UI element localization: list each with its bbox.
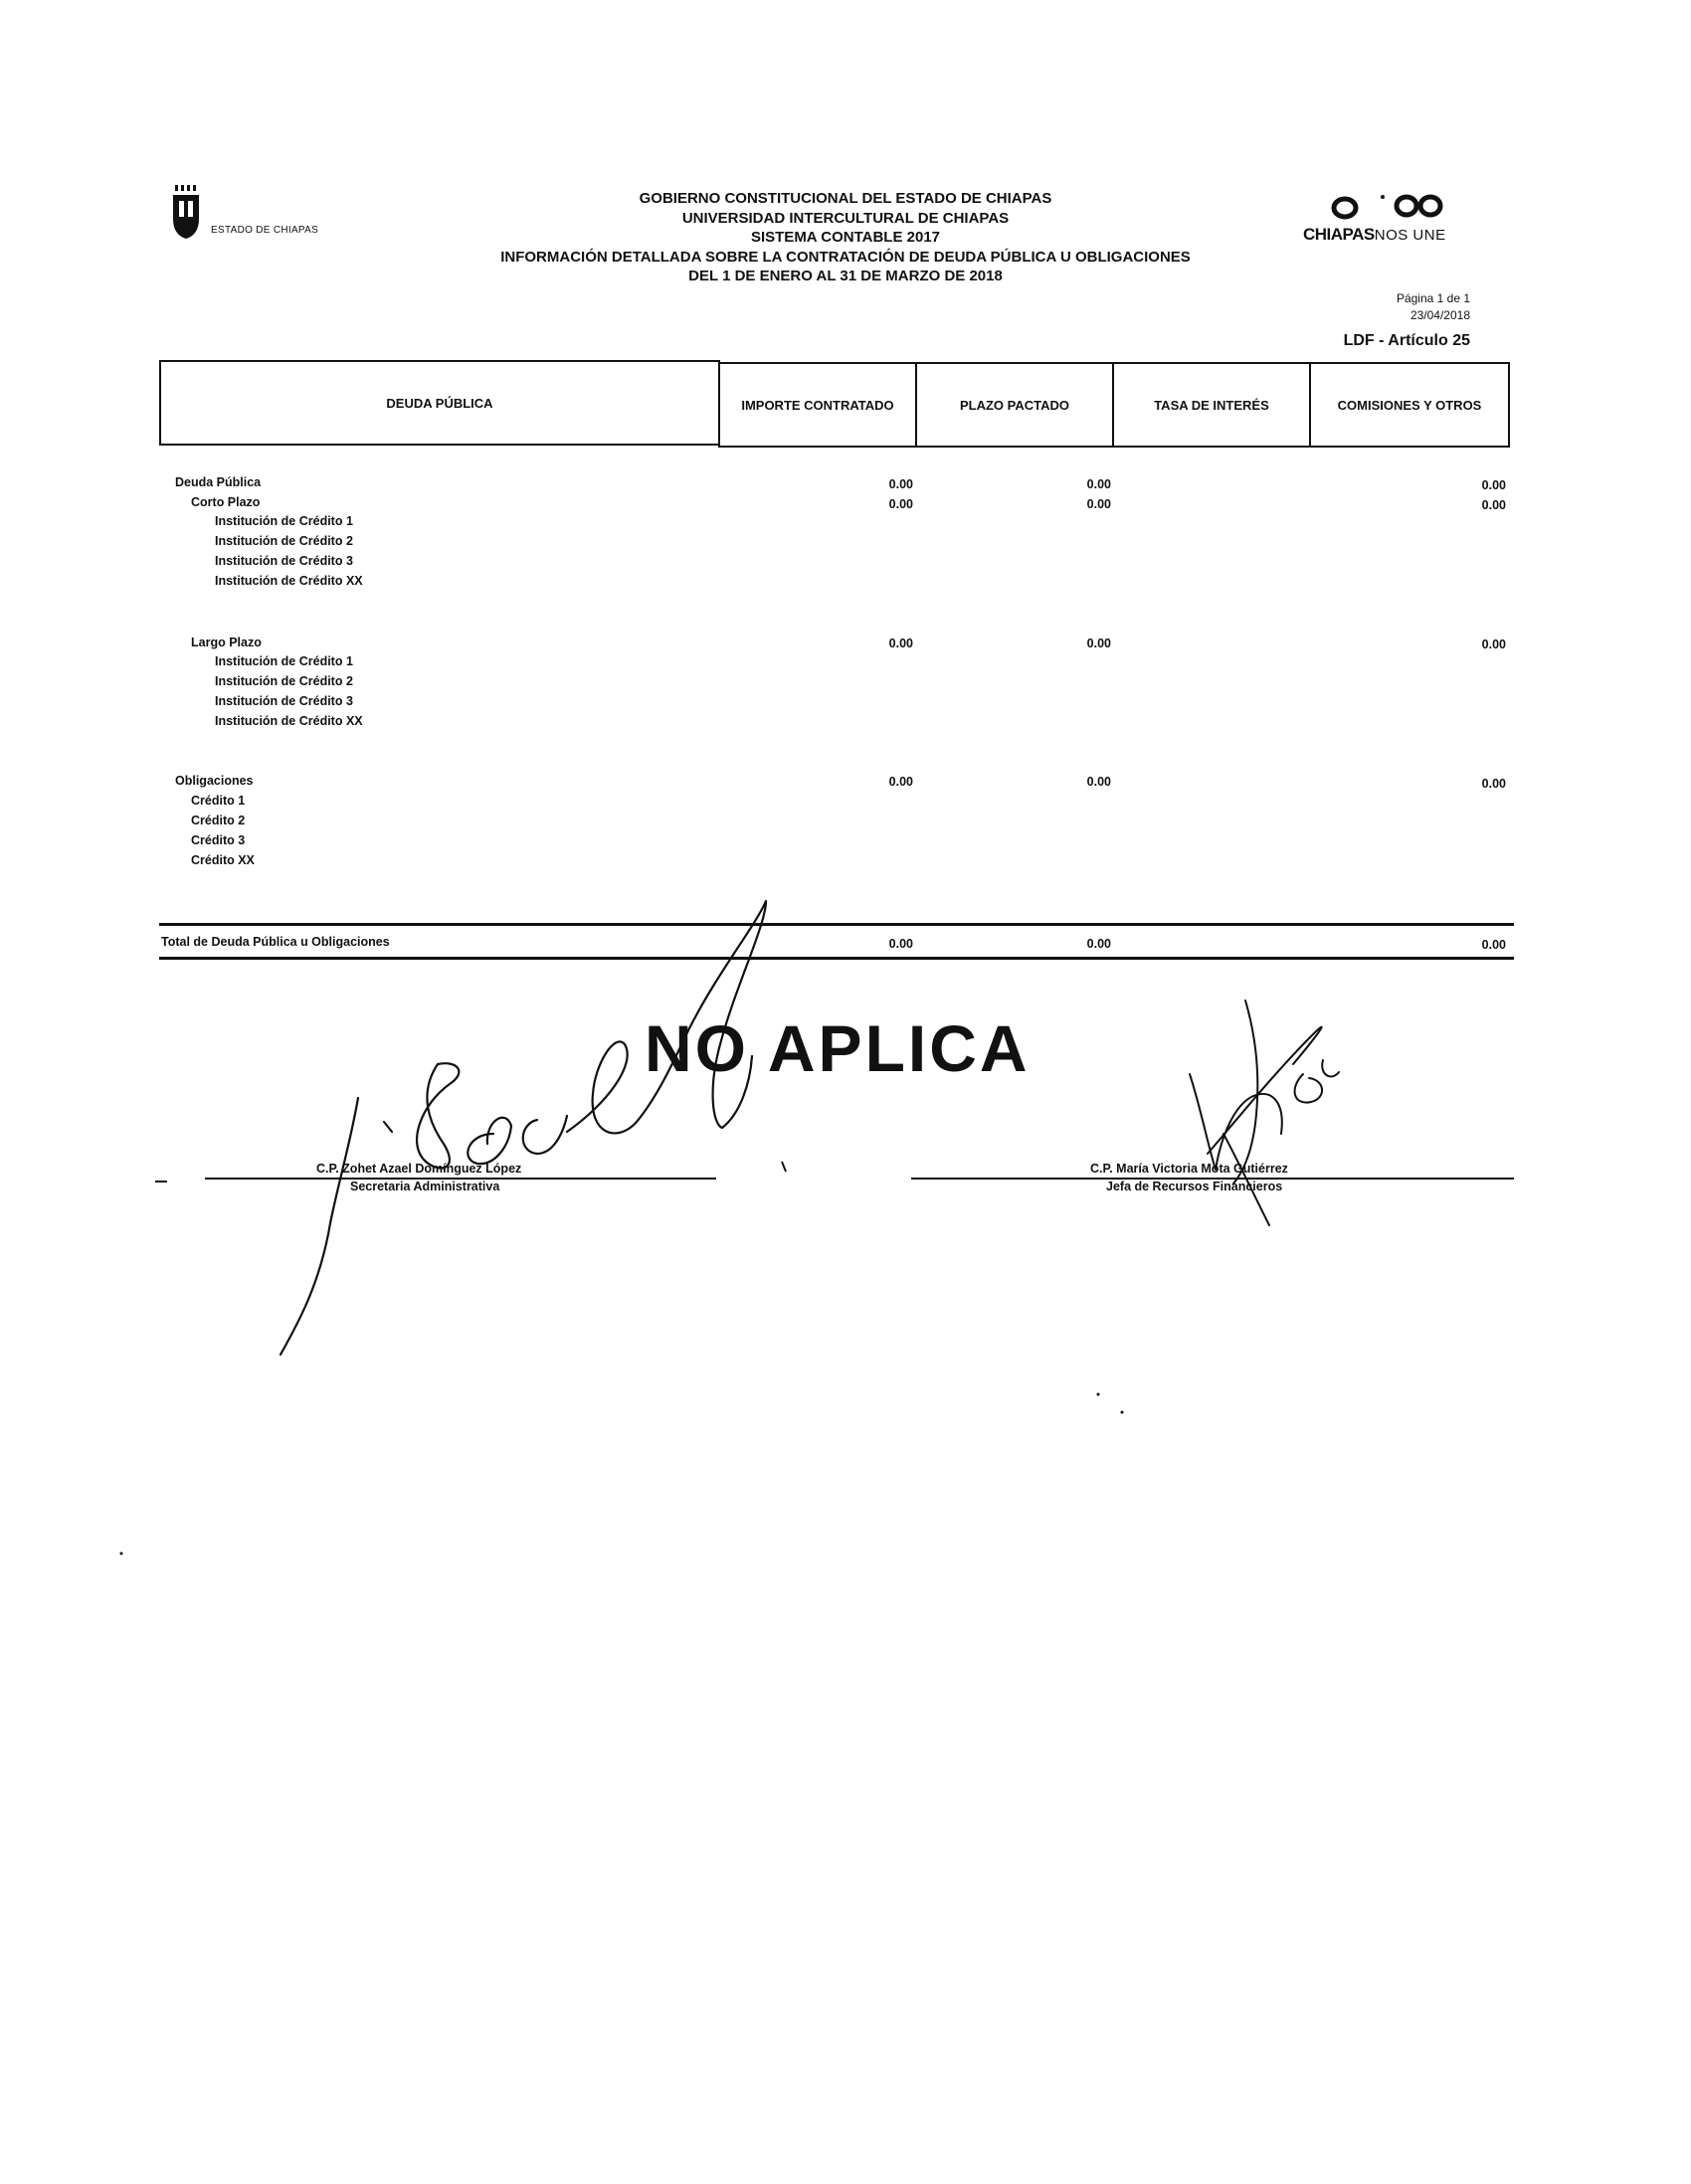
row-corto-plazo: Corto Plazo — [191, 495, 261, 509]
col-plazo-pactado: PLAZO PACTADO — [915, 362, 1114, 448]
rings-icon — [1331, 191, 1460, 225]
corto-comisiones: 0.00 — [1481, 498, 1506, 512]
largo-item-1: Institución de Crédito 1 — [215, 654, 353, 668]
total-comisiones: 0.00 — [1481, 938, 1506, 952]
row-deuda-publica: Deuda Pública — [175, 475, 262, 489]
title-line-5: DEL 1 DE ENERO AL 31 DE MARZO DE 2018 — [688, 268, 1003, 284]
title-line-4: INFORMACIÓN DETALLADA SOBRE LA CONTRATACIÓN DE DEUDA PÚBLICA U OBLIGACIONES — [500, 248, 1191, 266]
title-line-1: GOBIERNO CONSTITUCIONAL DEL ESTADO DE CHIAPAS — [639, 190, 1052, 207]
largo-comisiones: 0.00 — [1481, 637, 1506, 651]
corto-plazo-val: 0.00 — [1086, 497, 1111, 511]
title-line-2: UNIVERSIDAD INTERCULTURAL DE CHIAPAS — [681, 209, 1010, 227]
total-bottom-rule — [159, 957, 1514, 960]
col-tasa-interes: TASA DE INTERÉS — [1112, 362, 1311, 448]
total-top-rule — [159, 923, 1514, 926]
corto-importe: 0.00 — [888, 497, 913, 511]
corto-item-2: Institución de Crédito 2 — [215, 534, 353, 548]
corto-item-1: Institución de Crédito 1 — [215, 514, 353, 528]
oblig-plazo: 0.00 — [1086, 775, 1111, 789]
ldf-article: LDF - Artículo 25 — [1343, 332, 1470, 349]
title-line-3: SISTEMA CONTABLE 2017 — [750, 229, 941, 246]
right-signer-role: Jefa de Recursos Financieros — [1106, 1180, 1283, 1193]
logo-caption: ESTADO DE CHIAPAS — [211, 225, 319, 236]
table-header — [159, 360, 1514, 452]
estado-logo — [171, 185, 330, 245]
oblig-importe: 0.00 — [888, 775, 913, 789]
oblig-item-3: Crédito 3 — [191, 833, 246, 847]
right-signer-name: C.P. María Victoria Mota Gutiérrez — [1090, 1162, 1288, 1176]
largo-item-3: Institución de Crédito 3 — [215, 694, 353, 708]
page-number: Página 1 de 1 — [1396, 291, 1470, 305]
deuda-plazo: 0.00 — [1086, 477, 1111, 491]
chiapas-nos-une-logo — [1303, 191, 1472, 245]
deuda-comisiones: 0.00 — [1481, 478, 1506, 492]
brand-text — [1303, 225, 1446, 245]
brand-light: NOS UNE — [1374, 227, 1446, 244]
col-deuda-publica: DEUDA PÚBLICA — [159, 360, 720, 446]
largo-plazo-val: 0.00 — [1086, 637, 1111, 650]
left-signature-mark — [281, 901, 766, 1355]
total-plazo: 0.00 — [1086, 937, 1111, 951]
corto-item-xx: Institución de Crédito XX — [215, 574, 363, 588]
largo-importe: 0.00 — [888, 637, 913, 650]
total-label: Total de Deuda Pública u Obligaciones — [161, 935, 390, 949]
oblig-item-xx: Crédito XX — [191, 853, 255, 867]
row-obligaciones: Obligaciones — [175, 774, 254, 788]
left-signer-role: Secretaria Administrativa — [350, 1180, 500, 1193]
corto-item-3: Institución de Crédito 3 — [215, 554, 353, 568]
oblig-item-2: Crédito 2 — [191, 814, 246, 827]
no-aplica-stamp: NO APLICA — [645, 1011, 1031, 1085]
report-title — [438, 189, 1253, 286]
deuda-importe: 0.00 — [888, 477, 913, 491]
brand-bold: CHIAPAS — [1303, 225, 1375, 244]
report-date: 23/04/2018 — [1409, 308, 1470, 322]
oblig-comisiones: 0.00 — [1481, 777, 1506, 791]
col-comisiones-otros: COMISIONES Y OTROS — [1309, 362, 1510, 448]
left-signer-name: C.P. Zohet Azael Domínguez López — [316, 1162, 522, 1176]
stray-marks — [120, 1162, 1124, 1555]
largo-item-2: Institución de Crédito 2 — [215, 674, 353, 688]
coat-of-arms-icon — [171, 185, 201, 241]
total-importe: 0.00 — [888, 937, 913, 951]
oblig-item-1: Crédito 1 — [191, 794, 246, 808]
largo-item-xx: Institución de Crédito XX — [215, 714, 363, 728]
row-largo-plazo: Largo Plazo — [191, 636, 262, 649]
page-info — [1397, 290, 1470, 324]
col-importe-contratado: IMPORTE CONTRATADO — [718, 362, 917, 448]
